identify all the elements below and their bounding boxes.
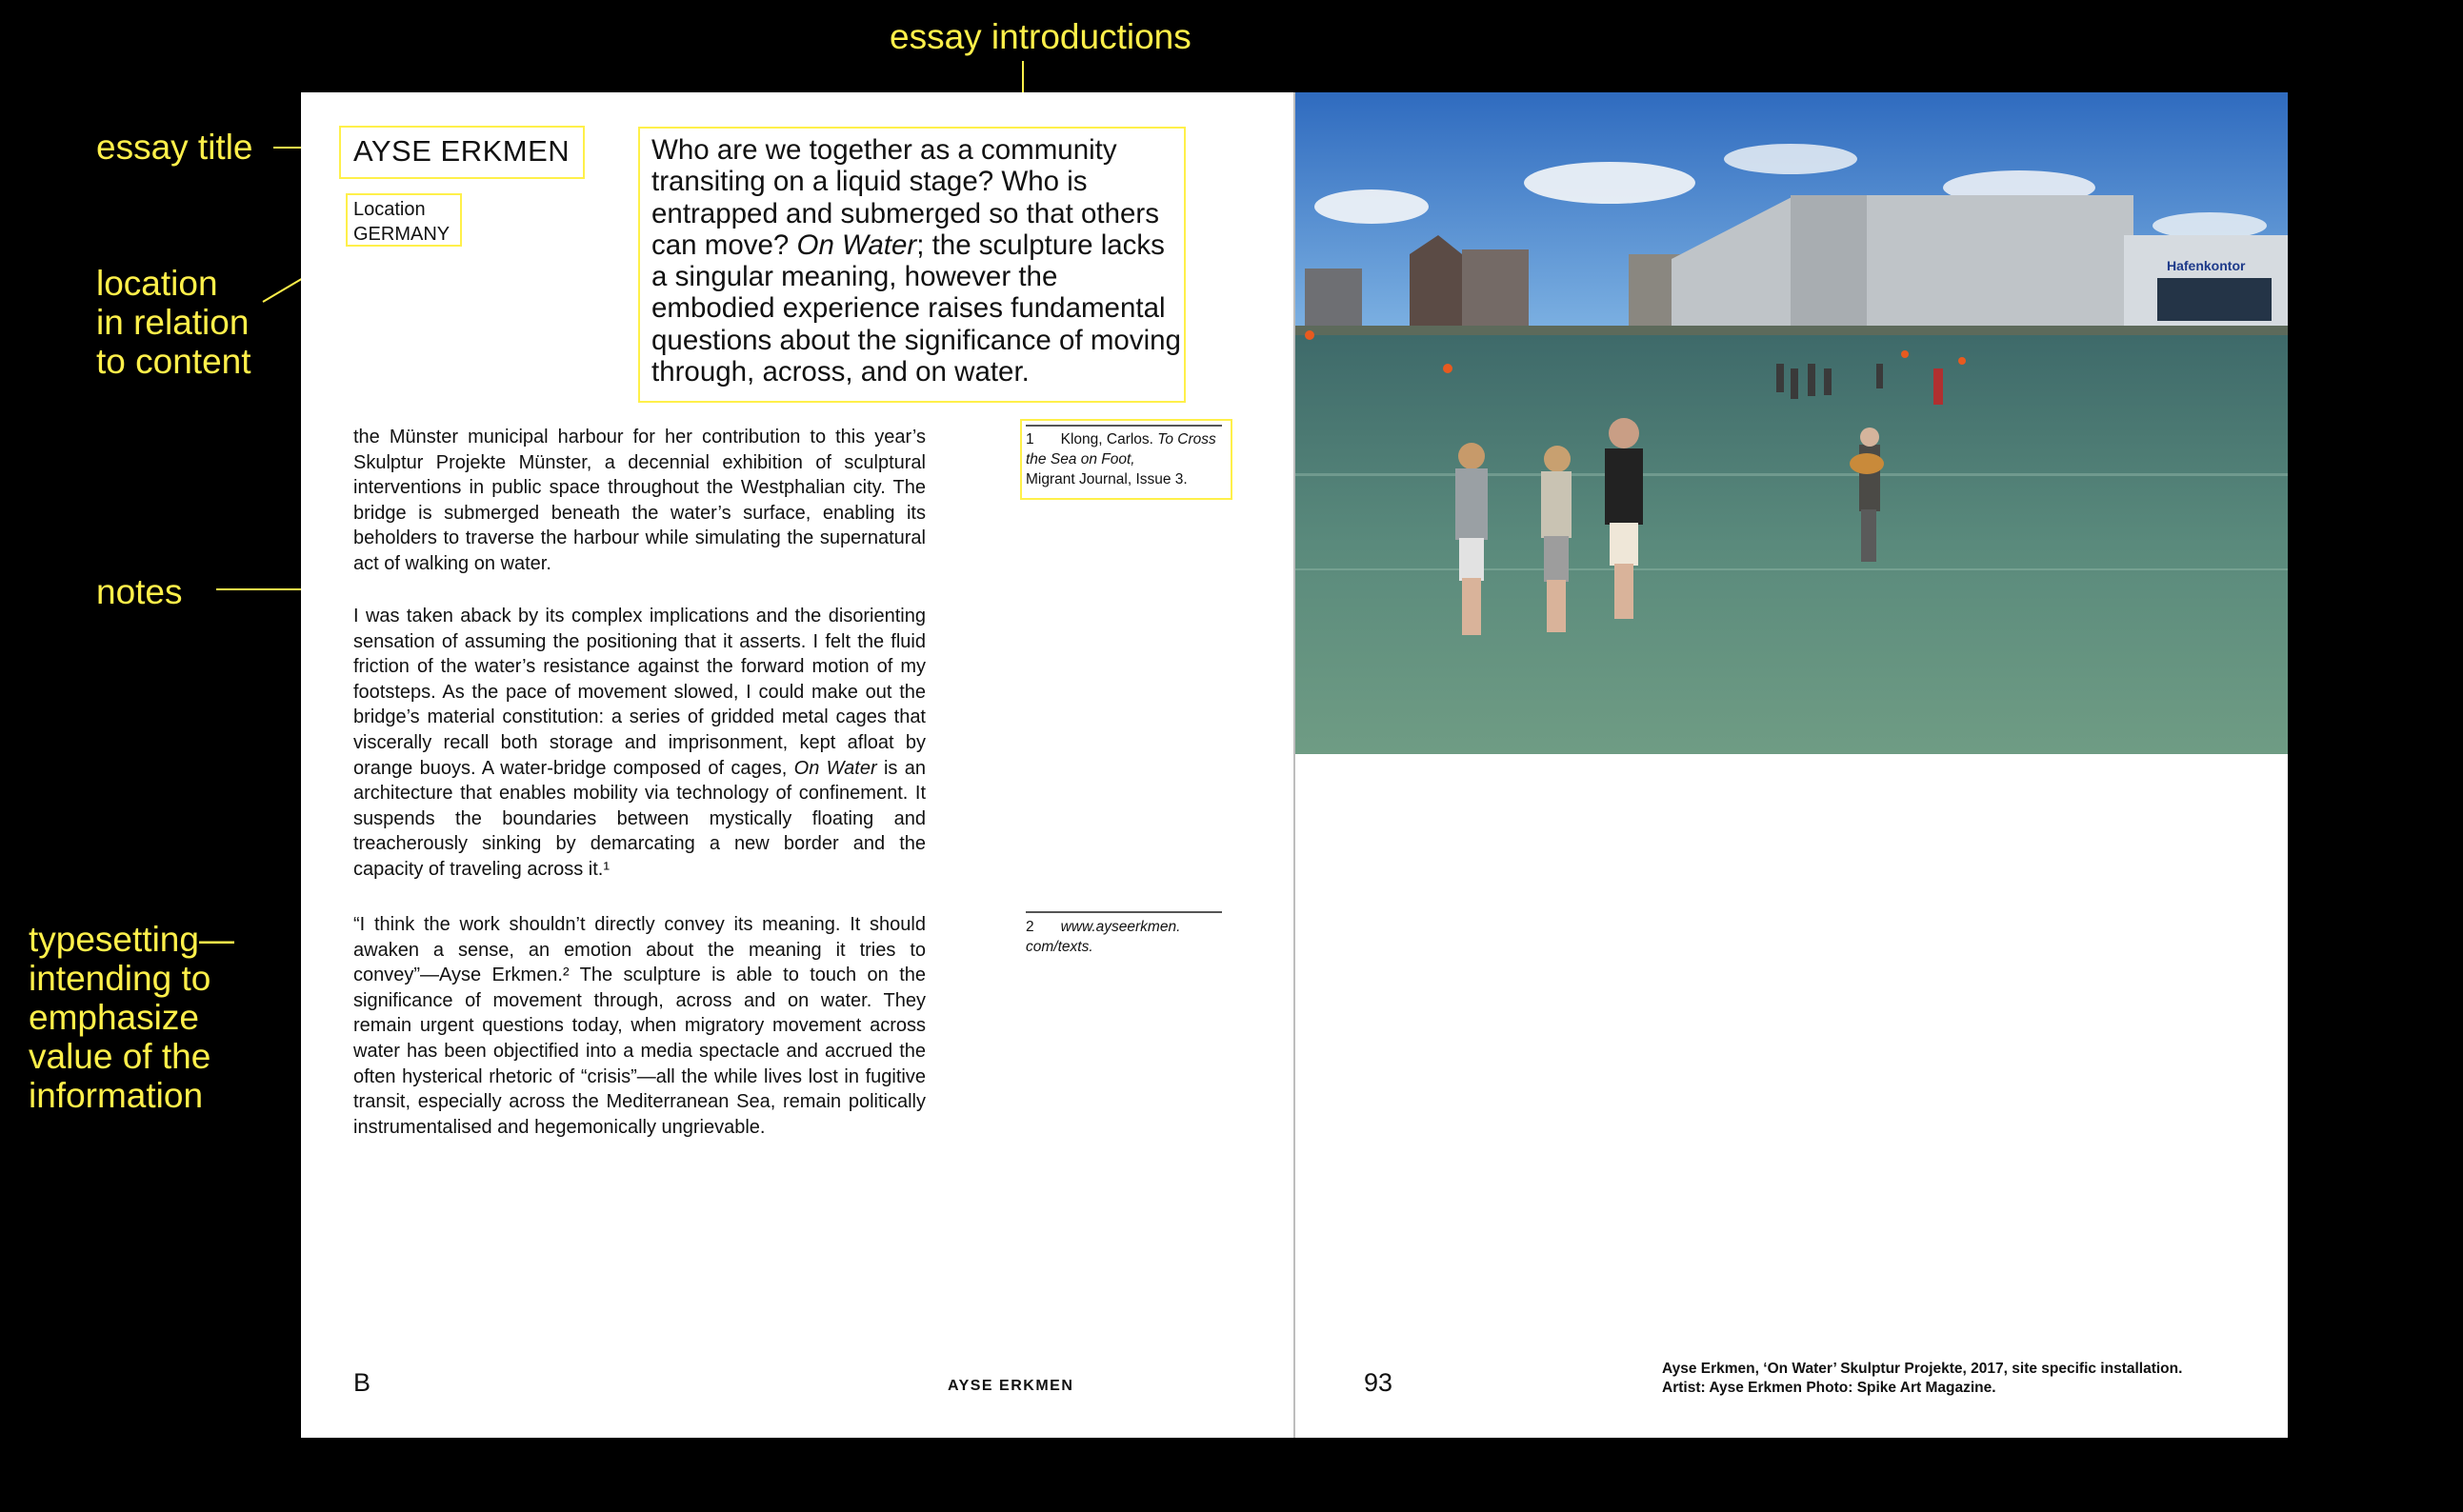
intro-text-post: ; the sculpture lacks a singular meaning, however the embodied experience raises fundamental questions about the significance of moving through, across, and on water. xyxy=(651,229,1181,388)
paragraph-2-em: On Water xyxy=(793,757,877,779)
caption-line-2: Artist: Ayse Erkmen Photo: Spike Art Magazine. xyxy=(1662,1380,1996,1396)
annotation-typesetting xyxy=(29,920,234,1115)
body-paragraph-2 xyxy=(353,604,926,883)
left-folio: B xyxy=(353,1368,371,1397)
photo-caption xyxy=(1662,1360,2182,1398)
paragraph-3-text: “I think the work shouldn’t directly convey its meaning. It should awaken a sense, an emotion about the meaning it tries to convey”—Ayse Erkmen.² The sculpture is able to touch on the significance of movement through, across and on water. They remain urgent questions today, when migratory movement across water has been objectified into a media spectacle and accrued the often hysterical rhetoric of “crisis”—all the while lives lost in fugitive transit, especially across the Mediterranean Sea, remain politically instrumentalised and hegemonically ungrievable. xyxy=(353,914,926,1138)
paragraph-1-text: the Münster municipal harbour for her contribution to this year’s Skulptur Projekte Münster, a decennial exhibition of sculptural interventions in public space throughout the Westphalian city. The bridge is submerged beneath the water’s surface, enabling its beholders to traverse the harbour while simulating the supernatural act of walking on water. xyxy=(353,427,926,574)
footnote-1-author: Klong, Carlos. xyxy=(1060,431,1158,448)
essay-intro xyxy=(651,134,1185,388)
footnote-1 xyxy=(1026,429,1226,489)
photo-illustration xyxy=(1295,92,2288,754)
location-label: Location xyxy=(353,199,426,220)
annotation-typesetting-line5: information xyxy=(29,1076,204,1115)
annotation-location-line3: to content xyxy=(96,342,251,381)
footnote-2-number: 2 xyxy=(1026,919,1034,935)
right-folio: 93 xyxy=(1364,1368,1393,1397)
photo-sign: Hafenkontor xyxy=(2167,258,2246,273)
installation-photo xyxy=(1295,92,2288,754)
intro-text-pre: Who are we together as a community transiting on a liquid stage? Who is entrapped and submerged so that others can move? xyxy=(651,134,1160,261)
caption-line-1: Ayse Erkmen, ‘On Water’ Skulptur Projekte, 2017, site specific installation. xyxy=(1662,1361,2183,1377)
annotation-notes: notes xyxy=(96,572,183,611)
intro-text-em: On Water xyxy=(796,229,917,261)
annotation-typesetting-line1: typesetting— xyxy=(29,920,234,959)
annotation-typesetting-line3: emphasize xyxy=(29,998,199,1037)
annotation-essay-title: essay title xyxy=(96,128,253,167)
location-block xyxy=(353,197,450,247)
annotation-typesetting-line4: value of the xyxy=(29,1037,211,1076)
footnote-2 xyxy=(1026,917,1188,957)
annotation-location xyxy=(96,264,251,381)
essay-title: AYSE ERKMEN xyxy=(353,134,571,168)
annotation-location-line1: location xyxy=(96,264,218,303)
footnote-1-source: Migrant Journal, Issue 3. xyxy=(1026,471,1188,487)
footnote-2-rule xyxy=(1026,911,1222,913)
footnote-1-rule xyxy=(1026,425,1222,427)
location-value: GERMANY xyxy=(353,224,451,245)
paragraph-2-pre: I was taken aback by its complex implications and the disorienting sensation of assuming the positioning that it asserts. I felt the fluid friction of the water’s resistance against the forward motion of my footsteps. As the pace of movement slowed, I could make out the bridge’s material constitution: a series of gridded metal cages that viscerally recall both storage and imprisonment, kept afloat by orange buoys. A water-bridge composed of cages, xyxy=(353,606,926,779)
annotation-location-line2: in relation xyxy=(96,303,250,342)
annotation-typesetting-line2: intending to xyxy=(29,959,211,998)
paragraph-2 xyxy=(353,604,926,883)
footnote-1-number: 1 xyxy=(1026,431,1034,448)
paragraph-2-post: is an architecture that enables mobility via technology of confinement. It suspends the boundaries between mystically floating and treacherously sinking by demarcating a new border and the capacity of traveling across it.¹ xyxy=(353,757,926,880)
body-paragraph-1 xyxy=(353,425,926,577)
footnote-1-title: To Cross the Sea on Foot, xyxy=(1026,431,1216,468)
footnote-2-url: www.ayseerkmen.com/texts. xyxy=(1026,919,1181,955)
body-paragraph-3 xyxy=(353,912,926,1140)
running-head: AYSE ERKMEN xyxy=(948,1378,1074,1394)
annotation-essay-introductions: essay introductions xyxy=(890,17,1191,56)
